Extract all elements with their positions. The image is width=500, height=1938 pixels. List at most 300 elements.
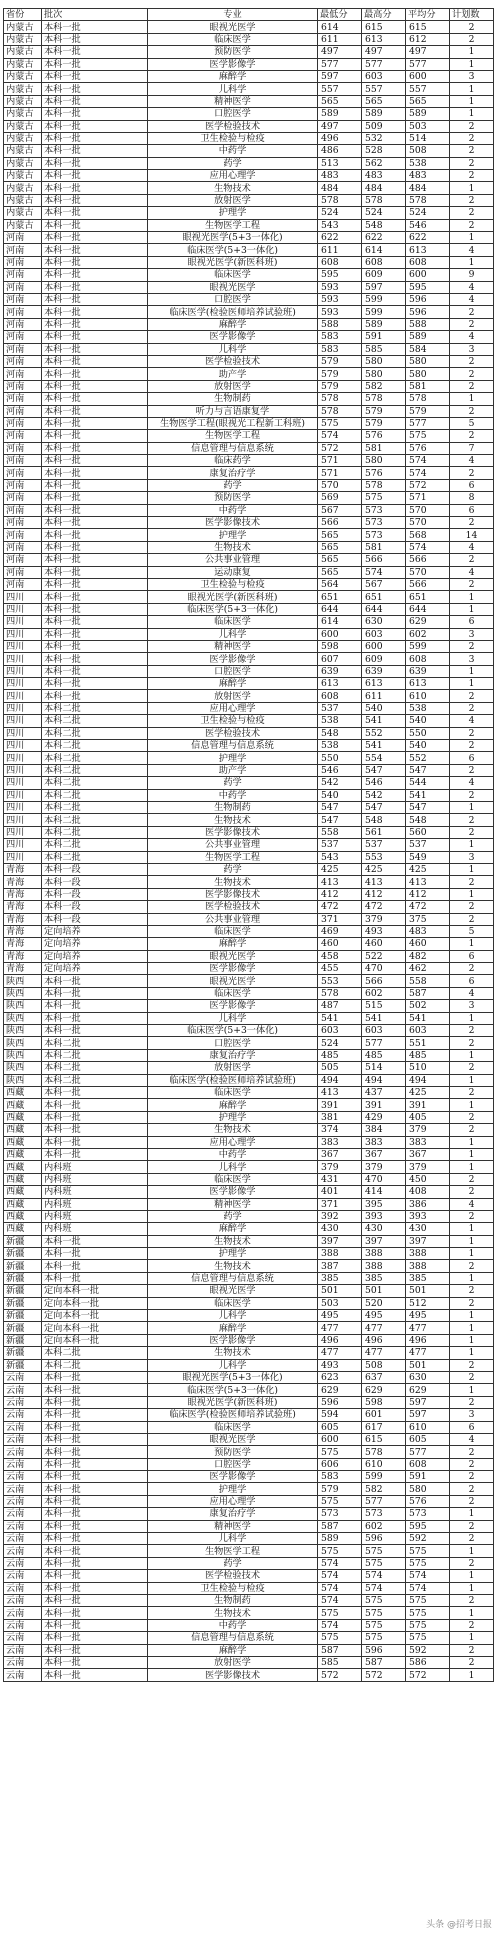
- cell-province: 云南: [4, 1495, 42, 1507]
- table-row: [4, 1161, 494, 1173]
- cell-plan-count: 1: [450, 58, 494, 70]
- cell-province: 新疆: [4, 1359, 42, 1371]
- cell-min-score: 538: [318, 715, 362, 727]
- table-row: [4, 1582, 494, 1594]
- cell-batch: 本科一批: [42, 1471, 148, 1483]
- cell-batch: 本科一批: [42, 95, 148, 107]
- cell-batch: 本科一批: [42, 987, 148, 999]
- cell-major: 临床医学: [148, 269, 318, 281]
- cell-batch: 定向培养: [42, 963, 148, 975]
- cell-max-score: 537: [362, 839, 406, 851]
- cell-batch: 本科一批: [42, 1111, 148, 1123]
- header-plan-count: 计划数: [450, 9, 494, 21]
- cell-batch: 本科一批: [42, 640, 148, 652]
- cell-major: 信息管理与信息系统: [148, 1272, 318, 1284]
- cell-major: 信息管理与信息系统: [148, 740, 318, 752]
- cell-major: 应用心理学: [148, 1136, 318, 1148]
- cell-plan-count: 2: [450, 1186, 494, 1198]
- cell-province: 河南: [4, 541, 42, 553]
- cell-max-score: 599: [362, 306, 406, 318]
- cell-avg-score: 477: [406, 1322, 450, 1334]
- cell-min-score: 494: [318, 1074, 362, 1086]
- cell-max-score: 567: [362, 578, 406, 590]
- table-row: [4, 1136, 494, 1148]
- cell-min-score: 583: [318, 1471, 362, 1483]
- table-row: [4, 1297, 494, 1309]
- cell-max-score: 573: [362, 504, 406, 516]
- cell-province: 新疆: [4, 1334, 42, 1346]
- cell-avg-score: 578: [406, 393, 450, 405]
- cell-avg-score: 595: [406, 281, 450, 293]
- cell-min-score: 374: [318, 1124, 362, 1136]
- cell-avg-score: 576: [406, 442, 450, 454]
- cell-min-score: 485: [318, 1049, 362, 1061]
- cell-plan-count: 2: [450, 33, 494, 45]
- cell-batch: 本科一批: [42, 690, 148, 702]
- cell-province: 陕西: [4, 1062, 42, 1074]
- cell-province: 新疆: [4, 1310, 42, 1322]
- cell-plan-count: 2: [450, 170, 494, 182]
- cell-min-score: 587: [318, 1644, 362, 1656]
- cell-avg-score: 615: [406, 21, 450, 33]
- cell-max-score: 477: [362, 1347, 406, 1359]
- cell-major: 医学影像学: [148, 1186, 318, 1198]
- cell-major: 药学: [148, 479, 318, 491]
- table-row: [4, 802, 494, 814]
- cell-province: 内蒙古: [4, 95, 42, 107]
- cell-min-score: 573: [318, 1508, 362, 1520]
- cell-min-score: 401: [318, 1186, 362, 1198]
- cell-avg-score: 494: [406, 1074, 450, 1086]
- cell-max-score: 542: [362, 789, 406, 801]
- cell-max-score: 562: [362, 157, 406, 169]
- cell-province: 新疆: [4, 1248, 42, 1260]
- cell-batch: 本科一批: [42, 293, 148, 305]
- cell-major: 生物技术: [148, 182, 318, 194]
- cell-min-score: 575: [318, 1545, 362, 1557]
- cell-max-score: 495: [362, 1310, 406, 1322]
- cell-major: 精神医学: [148, 640, 318, 652]
- cell-min-score: 600: [318, 1433, 362, 1445]
- cell-plan-count: 2: [450, 814, 494, 826]
- cell-min-score: 367: [318, 1148, 362, 1160]
- cell-max-score: 582: [362, 380, 406, 392]
- cell-major: 公共事业管理: [148, 839, 318, 851]
- cell-batch: 本科一批: [42, 442, 148, 454]
- cell-avg-score: 571: [406, 492, 450, 504]
- cell-min-score: 503: [318, 1297, 362, 1309]
- cell-major: 生物技术: [148, 876, 318, 888]
- cell-avg-score: 613: [406, 244, 450, 256]
- cell-max-score: 484: [362, 182, 406, 194]
- cell-max-score: 609: [362, 269, 406, 281]
- table-row: [4, 789, 494, 801]
- cell-plan-count: 1: [450, 1632, 494, 1644]
- table-row: [4, 1607, 494, 1619]
- table-row: [4, 417, 494, 429]
- cell-plan-count: 1: [450, 256, 494, 268]
- cell-max-score: 554: [362, 752, 406, 764]
- cell-major: 医学影像学: [148, 331, 318, 343]
- cell-batch: 本科一批: [42, 417, 148, 429]
- table-row: [4, 293, 494, 305]
- cell-avg-score: 412: [406, 888, 450, 900]
- cell-max-score: 460: [362, 938, 406, 950]
- cell-batch: 本科一批: [42, 554, 148, 566]
- cell-province: 新疆: [4, 1297, 42, 1309]
- cell-major: 生物医学工程: [148, 851, 318, 863]
- cell-avg-score: 510: [406, 1062, 450, 1074]
- cell-province: 新疆: [4, 1272, 42, 1284]
- cell-batch: 本科一批: [42, 1086, 148, 1098]
- cell-max-score: 575: [362, 1607, 406, 1619]
- cell-plan-count: 6: [450, 479, 494, 491]
- cell-batch: 本科一批: [42, 70, 148, 82]
- cell-max-score: 576: [362, 430, 406, 442]
- table-row: [4, 1632, 494, 1644]
- cell-batch: 本科一批: [42, 467, 148, 479]
- cell-batch: 本科一批: [42, 182, 148, 194]
- cell-batch: 本科一批: [42, 1495, 148, 1507]
- cell-major: 中药学: [148, 504, 318, 516]
- cell-batch: 本科一批: [42, 33, 148, 45]
- cell-major: 临床医学: [148, 1297, 318, 1309]
- cell-major: 口腔医学: [148, 293, 318, 305]
- cell-plan-count: 1: [450, 1347, 494, 1359]
- table-body: [4, 21, 494, 1681]
- cell-avg-score: 524: [406, 207, 450, 219]
- table-row: [4, 764, 494, 776]
- cell-max-score: 581: [362, 541, 406, 553]
- cell-province: 云南: [4, 1421, 42, 1433]
- cell-avg-score: 574: [406, 1582, 450, 1594]
- cell-major: 医学检验技术: [148, 1570, 318, 1582]
- cell-plan-count: 1: [450, 1545, 494, 1557]
- cell-min-score: 486: [318, 145, 362, 157]
- cell-major: 助产学: [148, 368, 318, 380]
- table-row: [4, 727, 494, 739]
- cell-avg-score: 547: [406, 764, 450, 776]
- cell-major: 医学检验技术: [148, 727, 318, 739]
- cell-max-score: 509: [362, 120, 406, 132]
- table-row: [4, 678, 494, 690]
- cell-batch: 定向本科一批: [42, 1334, 148, 1346]
- cell-province: 河南: [4, 430, 42, 442]
- table-row: [4, 591, 494, 603]
- cell-batch: 本科一批: [42, 46, 148, 58]
- cell-avg-score: 460: [406, 938, 450, 950]
- cell-plan-count: 2: [450, 368, 494, 380]
- cell-batch: 本科一批: [42, 1669, 148, 1681]
- cell-plan-count: 1: [450, 393, 494, 405]
- table-row: [4, 120, 494, 132]
- cell-avg-score: 575: [406, 1545, 450, 1557]
- cell-batch: 本科一批: [42, 157, 148, 169]
- cell-province: 西藏: [4, 1086, 42, 1098]
- cell-major: 医学影像学: [148, 963, 318, 975]
- cell-plan-count: 2: [450, 640, 494, 652]
- cell-batch: 本科一批: [42, 616, 148, 628]
- cell-avg-score: 575: [406, 430, 450, 442]
- cell-batch: 本科一批: [42, 132, 148, 144]
- table-row: [4, 1285, 494, 1297]
- cell-plan-count: 4: [450, 455, 494, 467]
- cell-min-score: 567: [318, 504, 362, 516]
- cell-province: 四川: [4, 640, 42, 652]
- cell-province: 云南: [4, 1570, 42, 1582]
- table-row: [4, 541, 494, 553]
- cell-province: 四川: [4, 814, 42, 826]
- cell-min-score: 588: [318, 318, 362, 330]
- cell-province: 云南: [4, 1446, 42, 1458]
- cell-plan-count: 6: [450, 504, 494, 516]
- cell-min-score: 623: [318, 1371, 362, 1383]
- cell-batch: 本科一批: [42, 256, 148, 268]
- cell-max-score: 547: [362, 764, 406, 776]
- cell-province: 河南: [4, 554, 42, 566]
- cell-avg-score: 630: [406, 1371, 450, 1383]
- cell-min-score: 495: [318, 1310, 362, 1322]
- cell-max-score: 522: [362, 950, 406, 962]
- cell-max-score: 581: [362, 442, 406, 454]
- cell-major: 放射医学: [148, 194, 318, 206]
- cell-batch: 本科一批: [42, 504, 148, 516]
- cell-min-score: 579: [318, 1483, 362, 1495]
- cell-major: 卫生检验与检疫: [148, 1582, 318, 1594]
- cell-avg-score: 547: [406, 802, 450, 814]
- cell-province: 河南: [4, 380, 42, 392]
- cell-batch: 本科一批: [42, 578, 148, 590]
- cell-plan-count: 2: [450, 318, 494, 330]
- cell-max-score: 470: [362, 1173, 406, 1185]
- cell-batch: 本科一批: [42, 1520, 148, 1532]
- cell-batch: 本科一批: [42, 170, 148, 182]
- cell-plan-count: 2: [450, 1173, 494, 1185]
- cell-min-score: 579: [318, 368, 362, 380]
- cell-plan-count: 1: [450, 591, 494, 603]
- cell-max-score: 566: [362, 975, 406, 987]
- cell-avg-score: 580: [406, 1483, 450, 1495]
- cell-batch: 本科一批: [42, 1025, 148, 1037]
- table-row: [4, 640, 494, 652]
- cell-batch: 本科一批: [42, 541, 148, 553]
- cell-min-score: 547: [318, 814, 362, 826]
- cell-major: 放射医学: [148, 1062, 318, 1074]
- cell-batch: 本科二批: [42, 1359, 148, 1371]
- cell-max-score: 548: [362, 814, 406, 826]
- cell-max-score: 379: [362, 1161, 406, 1173]
- cell-min-score: 431: [318, 1173, 362, 1185]
- cell-major: 口腔医学: [148, 1037, 318, 1049]
- table-row: [4, 1545, 494, 1557]
- cell-avg-score: 503: [406, 120, 450, 132]
- table-row: [4, 207, 494, 219]
- cell-avg-score: 574: [406, 1570, 450, 1582]
- cell-major: 临床医学(检验医师培养试验班): [148, 306, 318, 318]
- cell-min-score: 613: [318, 678, 362, 690]
- table-row: [4, 256, 494, 268]
- cell-min-score: 579: [318, 380, 362, 392]
- cell-plan-count: 2: [450, 727, 494, 739]
- cell-major: 医学影像学: [148, 58, 318, 70]
- table-row: [4, 578, 494, 590]
- table-row: [4, 1669, 494, 1681]
- cell-province: 云南: [4, 1396, 42, 1408]
- cell-avg-score: 588: [406, 318, 450, 330]
- cell-avg-score: 584: [406, 343, 450, 355]
- cell-major: 医学影像技术: [148, 1669, 318, 1681]
- cell-province: 云南: [4, 1632, 42, 1644]
- cell-province: 河南: [4, 492, 42, 504]
- cell-batch: 本科一批: [42, 1557, 148, 1569]
- cell-plan-count: 1: [450, 1074, 494, 1086]
- table-row: [4, 987, 494, 999]
- cell-min-score: 575: [318, 1607, 362, 1619]
- cell-major: 眼视光医学(5+3一体化): [148, 1371, 318, 1383]
- cell-avg-score: 383: [406, 1136, 450, 1148]
- cell-plan-count: 3: [450, 1000, 494, 1012]
- cell-min-score: 607: [318, 653, 362, 665]
- cell-plan-count: 3: [450, 70, 494, 82]
- cell-plan-count: 2: [450, 1495, 494, 1507]
- cell-plan-count: 2: [450, 405, 494, 417]
- cell-batch: 本科一批: [42, 1619, 148, 1631]
- cell-batch: 本科一批: [42, 591, 148, 603]
- cell-province: 云南: [4, 1533, 42, 1545]
- cell-batch: 本科一批: [42, 281, 148, 293]
- cell-avg-score: 586: [406, 1656, 450, 1668]
- cell-max-score: 608: [362, 256, 406, 268]
- cell-max-score: 613: [362, 678, 406, 690]
- cell-max-score: 388: [362, 1248, 406, 1260]
- header-max-score: 最高分: [362, 9, 406, 21]
- cell-province: 内蒙古: [4, 46, 42, 58]
- cell-max-score: 540: [362, 702, 406, 714]
- cell-province: 陕西: [4, 1012, 42, 1024]
- cell-plan-count: 1: [450, 108, 494, 120]
- cell-max-score: 602: [362, 987, 406, 999]
- admission-score-table-container: [3, 8, 493, 1682]
- cell-province: 内蒙古: [4, 157, 42, 169]
- cell-min-score: 387: [318, 1260, 362, 1272]
- cell-province: 河南: [4, 269, 42, 281]
- cell-batch: 本科一批: [42, 1235, 148, 1247]
- cell-max-score: 514: [362, 1062, 406, 1074]
- header-batch: 批次: [42, 9, 148, 21]
- cell-plan-count: 1: [450, 1334, 494, 1346]
- cell-max-score: 603: [362, 628, 406, 640]
- cell-province: 西藏: [4, 1198, 42, 1210]
- cell-avg-score: 592: [406, 1533, 450, 1545]
- cell-avg-score: 514: [406, 132, 450, 144]
- header-major: 专业: [148, 9, 318, 21]
- cell-max-score: 429: [362, 1111, 406, 1123]
- cell-province: 陕西: [4, 1049, 42, 1061]
- table-row: [4, 1148, 494, 1160]
- cell-province: 青海: [4, 876, 42, 888]
- cell-province: 内蒙古: [4, 83, 42, 95]
- cell-max-score: 485: [362, 1049, 406, 1061]
- cell-plan-count: 6: [450, 616, 494, 628]
- cell-min-score: 383: [318, 1136, 362, 1148]
- cell-batch: 内科班: [42, 1161, 148, 1173]
- cell-avg-score: 596: [406, 293, 450, 305]
- cell-batch: 本科一批: [42, 1371, 148, 1383]
- cell-min-score: 524: [318, 1037, 362, 1049]
- cell-avg-score: 540: [406, 740, 450, 752]
- cell-batch: 本科一批: [42, 1632, 148, 1644]
- cell-province: 河南: [4, 417, 42, 429]
- cell-avg-score: 568: [406, 529, 450, 541]
- cell-avg-score: 595: [406, 1520, 450, 1532]
- cell-province: 四川: [4, 653, 42, 665]
- table-row: [4, 1508, 494, 1520]
- cell-province: 陕西: [4, 1000, 42, 1012]
- cell-avg-score: 589: [406, 331, 450, 343]
- cell-plan-count: 3: [450, 1409, 494, 1421]
- cell-major: 放射医学: [148, 1656, 318, 1668]
- cell-major: 临床医学: [148, 1173, 318, 1185]
- cell-province: 内蒙古: [4, 170, 42, 182]
- cell-min-score: 564: [318, 578, 362, 590]
- cell-min-score: 578: [318, 405, 362, 417]
- cell-major: 医学影像学: [148, 1000, 318, 1012]
- cell-min-score: 651: [318, 591, 362, 603]
- cell-max-score: 413: [362, 876, 406, 888]
- cell-min-score: 537: [318, 839, 362, 851]
- cell-min-score: 578: [318, 194, 362, 206]
- cell-avg-score: 537: [406, 839, 450, 851]
- cell-max-score: 497: [362, 46, 406, 58]
- table-row: [4, 95, 494, 107]
- cell-min-score: 606: [318, 1458, 362, 1470]
- table-row: [4, 244, 494, 256]
- table-row: [4, 863, 494, 875]
- cell-batch: 本科一批: [42, 1607, 148, 1619]
- cell-min-score: 574: [318, 1570, 362, 1582]
- table-row: [4, 814, 494, 826]
- cell-province: 四川: [4, 715, 42, 727]
- cell-avg-score: 450: [406, 1173, 450, 1185]
- cell-max-score: 470: [362, 963, 406, 975]
- cell-province: 云南: [4, 1656, 42, 1668]
- cell-min-score: 538: [318, 740, 362, 752]
- table-row: [4, 1310, 494, 1322]
- cell-max-score: 367: [362, 1148, 406, 1160]
- cell-avg-score: 574: [406, 467, 450, 479]
- cell-major: 生物技术: [148, 1607, 318, 1619]
- cell-province: 河南: [4, 306, 42, 318]
- table-row: [4, 566, 494, 578]
- cell-min-score: 605: [318, 1421, 362, 1433]
- cell-province: 新疆: [4, 1322, 42, 1334]
- cell-max-score: 565: [362, 95, 406, 107]
- cell-plan-count: 1: [450, 1248, 494, 1260]
- cell-avg-score: 385: [406, 1272, 450, 1284]
- cell-plan-count: 2: [450, 145, 494, 157]
- cell-max-score: 430: [362, 1223, 406, 1235]
- table-row: [4, 1210, 494, 1222]
- cell-max-score: 580: [362, 355, 406, 367]
- header-province: 省份: [4, 9, 42, 21]
- cell-major: 眼视光医学(新医科班): [148, 1396, 318, 1408]
- cell-province: 河南: [4, 355, 42, 367]
- cell-province: 云南: [4, 1371, 42, 1383]
- cell-province: 河南: [4, 405, 42, 417]
- cell-batch: 本科一批: [42, 678, 148, 690]
- cell-batch: 本科二批: [42, 802, 148, 814]
- cell-province: 四川: [4, 851, 42, 863]
